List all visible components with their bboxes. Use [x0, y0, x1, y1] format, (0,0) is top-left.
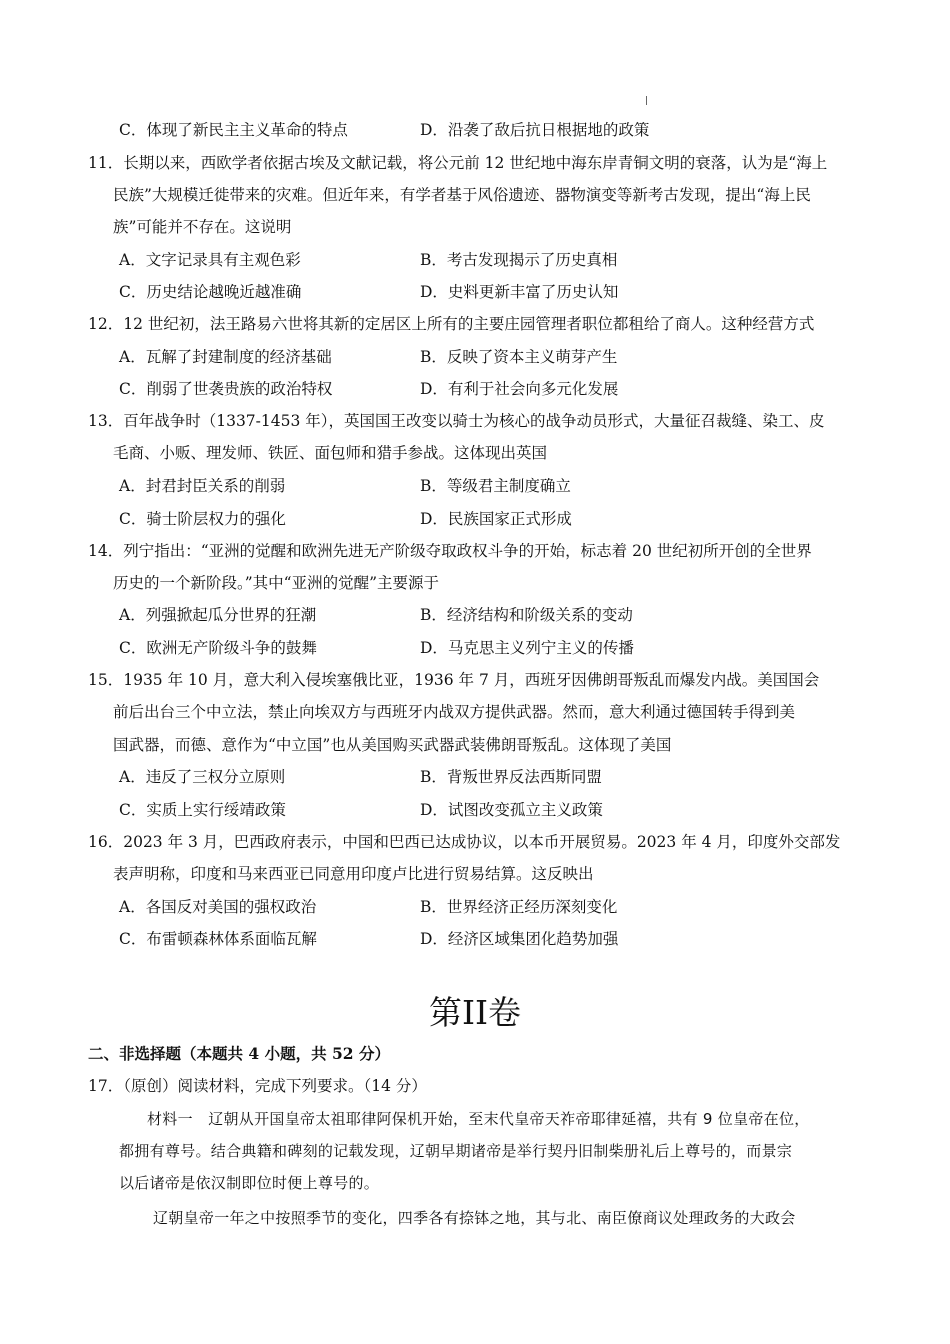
q11-option-a: A．文字记录具有主观色彩 — [119, 251, 301, 269]
q11-option-d: D．史料更新丰富了历史认知 — [420, 283, 619, 301]
q15-option-b: B．背叛世界反法西斯同盟 — [420, 768, 602, 786]
q13-option-d: D．民族国家正式形成 — [420, 510, 572, 528]
q16-option-c: C．布雷顿森林体系面临瓦解 — [119, 930, 317, 948]
q15-stem-line1: 15．1935 年 10 月，意大利入侵埃塞俄比亚，1936 年 7 月，西班牙因佛朗哥叛乱而爆发内战。美国国会 — [88, 671, 820, 689]
q17-material-line2: 都拥有尊号。结合典籍和碑刻的记载发现，辽朝早期诸帝是举行契丹旧制柴册礼后上尊号的，而景宗 — [119, 1142, 793, 1160]
q15-stem-line3: 国武器，而德、意作为“中立国”也从美国购买武器武装佛朗哥叛乱。这体现了美国 — [113, 736, 672, 754]
q10-option-d: D．沿袭了敌后抗日根据地的政策 — [420, 121, 650, 139]
q16-option-d: D．经济区域集团化趋势加强 — [420, 930, 619, 948]
q14-stem-line1: 14．列宁指出：“亚洲的觉醒和欧洲先进无产阶级夺取政权斗争的开始，标志着 20 世纪初所开创的全世界 — [88, 542, 812, 560]
q15-stem-line2: 前后出台三个中立法，禁止向埃双方与西班牙内战双方提供武器。然而，意大利通过德国转手得到美 — [113, 703, 796, 721]
q12-option-b: B．反映了资本主义萌芽产生 — [420, 348, 618, 366]
section-title: 二、非选择题（本题共 4 小题，共 52 分） — [88, 1044, 390, 1063]
q12-option-c: C．削弱了世袭贵族的政治特权 — [119, 380, 333, 398]
q11-stem-line2: 民族”大规模迁徙带来的灾难。但近年来，有学者基于风俗遗迹、器物演变等新考古发现，提出“海上民 — [113, 186, 811, 204]
q11-stem-line3: 族”可能并不存在。这说明 — [113, 218, 292, 236]
q17-stem: 17．（原创）阅读材料，完成下列要求。（14 分） — [88, 1077, 427, 1095]
q13-option-c: C．骑士阶层权力的强化 — [119, 510, 286, 528]
q13-option-a: A．封君封臣关系的削弱 — [119, 477, 286, 495]
q12-stem-line1: 12．12 世纪初，法王路易六世将其新的定居区上所有的主要庄园管理者职位都租给了商人。这种经营方式 — [88, 315, 815, 333]
q12-option-d: D．有利于社会向多元化发展 — [420, 380, 619, 398]
q17-material-line4: 辽朝皇帝一年之中按照季节的变化，四季各有捺钵之地，其与北、南臣僚商议处理政务的大政会 — [153, 1209, 796, 1227]
q11-option-b: B．考古发现揭示了历史真相 — [420, 251, 618, 269]
q16-option-a: A．各国反对美国的强权政治 — [119, 898, 317, 916]
q14-option-b: B．经济结构和阶级关系的变动 — [420, 606, 633, 624]
q14-option-a: A．列强掀起瓜分世界的狂潮 — [119, 606, 317, 624]
volume-title: 第II卷 — [428, 993, 522, 1032]
q10-option-c: C．体现了新民主主义革命的特点 — [119, 121, 348, 139]
q15-option-c: C．实质上实行绥靖政策 — [119, 801, 286, 819]
q15-option-a: A．违反了三权分立原则 — [119, 768, 286, 786]
q17-material-line1: 材料一 辽朝从开国皇帝太祖耶律阿保机开始，至末代皇帝天祚帝耶律延禧，共有 9 位皇帝在位， — [147, 1110, 810, 1128]
q13-stem-line2: 毛商、小贩、理发师、铁匠、面包师和猎手参战。这体现出英国 — [113, 444, 548, 462]
q14-stem-line2: 历史的一个新阶段。”其中“亚洲的觉醒”主要源于 — [113, 574, 440, 592]
q17-material-line3: 以后诸帝是依汉制即位时便上尊号的。 — [119, 1174, 380, 1192]
q13-stem-line1: 13．百年战争时（1337-1453 年），英国国王改变以骑士为核心的战争动员形式，大量征召裁缝、染工、皮 — [88, 412, 825, 430]
q16-stem-line2: 表声明称，印度和马来西亚已同意用印度卢比进行贸易结算。这反映出 — [113, 865, 594, 883]
q14-option-d: D．马克思主义列宁主义的传播 — [420, 639, 634, 657]
q13-option-b: B．等级君主制度确立 — [420, 477, 571, 495]
q15-option-d: D．试图改变孤立主义政策 — [420, 801, 603, 819]
q11-option-c: C．历史结论越晚近越准确 — [119, 283, 302, 301]
q11-stem-line1: 11．长期以来，西欧学者依据古埃及文献记载，将公元前 12 世纪地中海东岸青铜文明的衰落，认为是“海上 — [88, 154, 828, 172]
page-marker — [646, 96, 647, 105]
q16-stem-line1: 16．2023 年 3 月，巴西政府表示，中国和巴西已达成协议，以本币开展贸易。2023 年 4 月，印度外交部发 — [88, 833, 841, 851]
q16-option-b: B．世界经济正经历深刻变化 — [420, 898, 618, 916]
q14-option-c: C．欧洲无产阶级斗争的鼓舞 — [119, 639, 317, 657]
q12-option-a: A．瓦解了封建制度的经济基础 — [119, 348, 332, 366]
